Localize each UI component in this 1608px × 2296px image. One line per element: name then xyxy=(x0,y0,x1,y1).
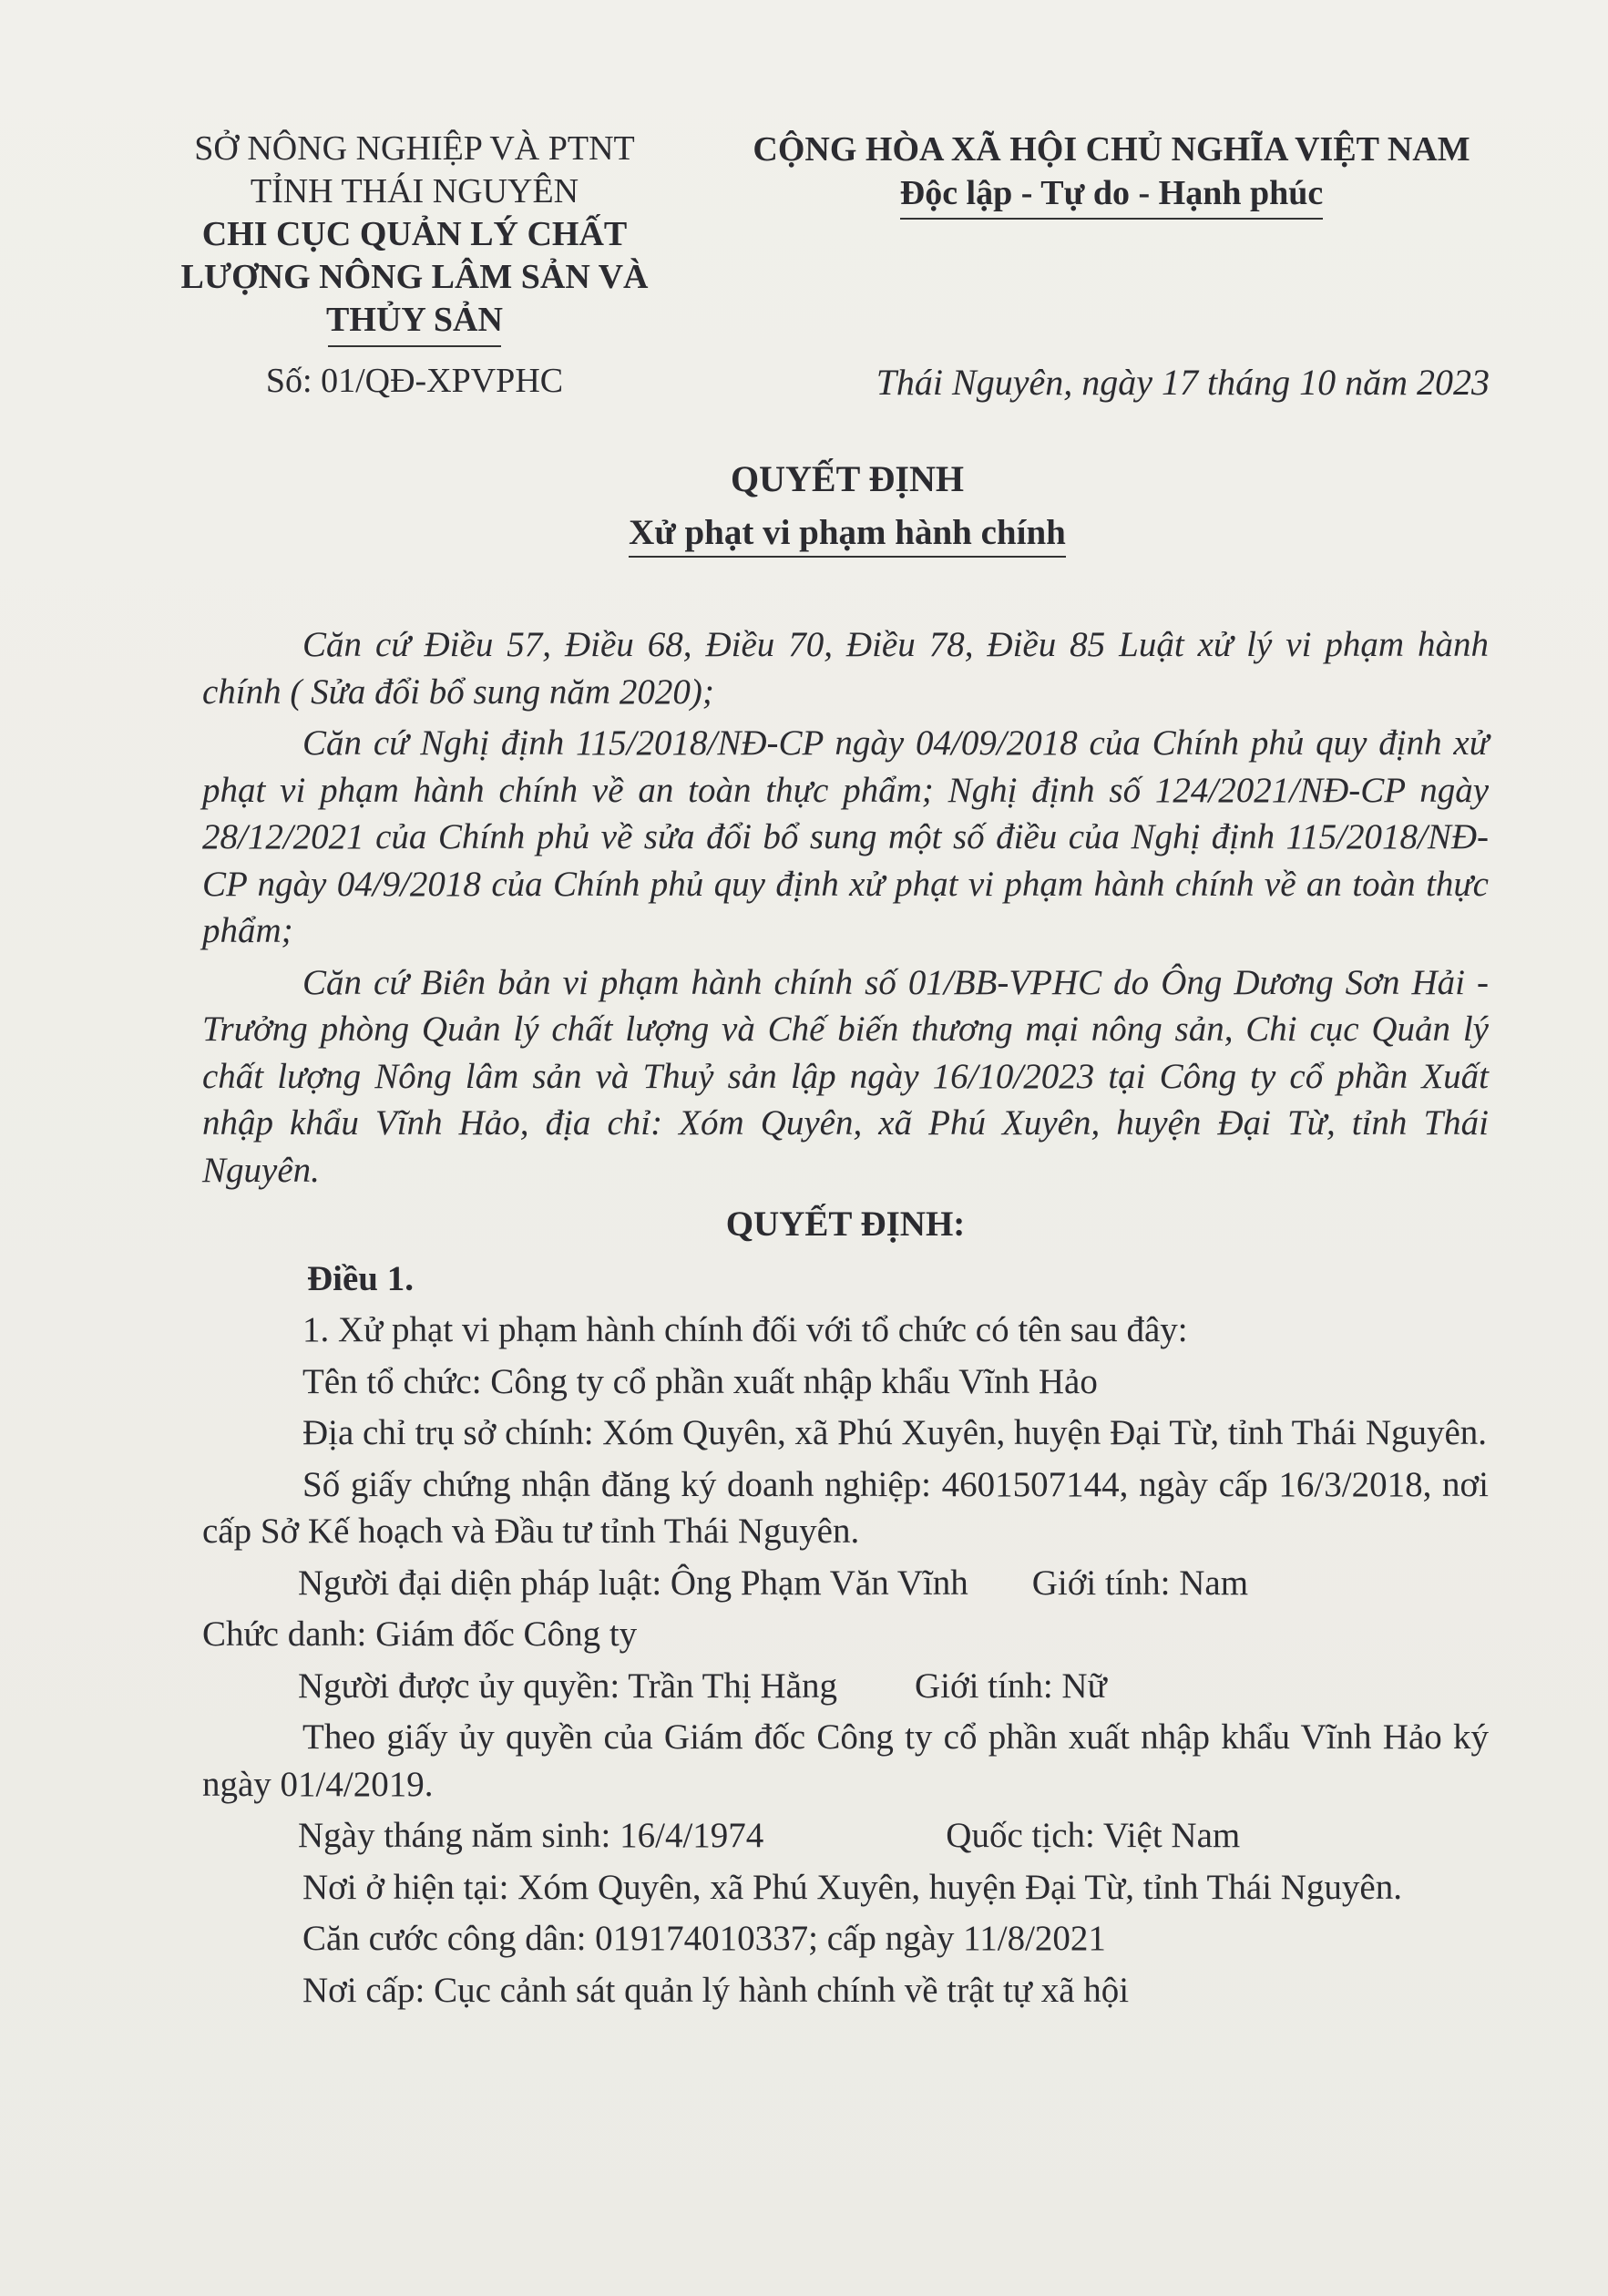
article-item: 1. Xử phạt vi phạm hành chính đối với tổ chức có tên sau đây: xyxy=(302,1310,1188,1349)
national-motto: Độc lập - Tự do - Hạnh phúc xyxy=(900,171,1324,220)
authorized-person-gender: Giới tính: Nữ xyxy=(914,1666,1107,1706)
document-title: QUYẾT ĐỊNH xyxy=(731,458,964,499)
document-subtitle: Xử phạt vi phạm hành chính xyxy=(0,512,1608,553)
preamble-paragraph: Căn cứ Nghị định 115/2018/NĐ-CP ngày 04/09/2018 của Chính phủ quy định xử phạt vi phạm hành chính về an toàn thực phẩm; Nghị định số 124/2021/NĐ-CP ngày 28/12/2021 của Chính phủ về sửa đổi bổ sung một số điều của Nghị định 115/2018/NĐ-CP ngày 04/9/2018 của Chính phủ quy định xử phạt vi phạm hành chính về an toàn thực phẩm; xyxy=(202,723,1489,950)
position: Chức danh: Giám đốc Công ty xyxy=(202,1614,638,1654)
nationality: Quốc tịch: Việt Nam xyxy=(946,1816,1241,1855)
org-name: Tên tổ chức: Công ty cổ phần xuất nhập khẩu Vĩnh Hảo xyxy=(302,1361,1098,1401)
agency-line-3: CHI CỤC QUẢN LÝ CHẤT xyxy=(201,215,628,253)
document-number: Số: 01/QĐ-XPVPHC xyxy=(265,362,564,400)
document-body xyxy=(202,621,1489,2018)
authorization: Theo giấy ủy quyền của Giám đốc Công ty cổ phần xuất nhập khẩu Vĩnh Hảo ký ngày 01/4/2019. xyxy=(202,1717,1489,1804)
agency-underline xyxy=(328,345,501,347)
decision-heading: QUYẾT ĐỊNH: xyxy=(725,1204,966,1244)
id-issued-by: Nơi cấp: Cục cảnh sát quản lý hành chính về trật tự xã hội xyxy=(302,1970,1130,2010)
dob-row xyxy=(202,1812,1489,1860)
agency-line-2: TỈNH THÁI NGUYÊN xyxy=(250,172,579,210)
place-date: Thái Nguyên, ngày 17 tháng 10 năm 2023 xyxy=(876,362,1490,403)
legal-representative-gender: Giới tính: Nam xyxy=(1031,1563,1249,1603)
agency-line-4: LƯỢNG NÔNG LÂM SẢN VÀ xyxy=(180,258,649,296)
residence: Nơi ở hiện tại: Xóm Quyên, xã Phú Xuyên, huyện Đại Từ, tỉnh Thái Nguyên. xyxy=(302,1867,1402,1907)
org-address: Địa chỉ trụ sở chính: Xóm Quyên, xã Phú Xuyên, huyện Đại Từ, tỉnh Thái Nguyên. xyxy=(302,1413,1488,1452)
authorized-person: Người được ủy quyền: Trần Thị Hằng xyxy=(298,1666,837,1706)
agency-line-1: SỞ NÔNG NGHIỆP VÀ PTNT xyxy=(194,129,635,168)
legal-representative: Người đại diện pháp luật: Ông Phạm Văn Vĩnh xyxy=(298,1563,968,1603)
date-of-birth: Ngày tháng năm sinh: 16/4/1974 xyxy=(298,1816,764,1855)
id-card: Căn cước công dân: 019174010337; cấp ngày 11/8/2021 xyxy=(302,1919,1106,1958)
authorized-person-row xyxy=(202,1663,1489,1710)
preamble-paragraph: Căn cứ Biên bản vi phạm hành chính số 01/BB-VPHC do Ông Dương Sơn Hải - Trưởng phòng Quản lý chất lượng và Chế biến thương mại nông sản, Chi cục Quản lý chất lượng Nông lâm sản và Thuỷ sản lập ngày 16/10/2023 tại Công ty cổ phần Xuất nhập khẩu Vĩnh Hảo, địa chỉ: Xóm Quyên, xã Phú Xuyên, huyện Đại Từ, tỉnh Thái Nguyên. xyxy=(202,962,1489,1190)
article-heading: Điều 1. xyxy=(307,1258,414,1298)
agency-line-5: THỦY SẢN xyxy=(326,301,503,339)
legal-representative-row xyxy=(202,1560,1489,1607)
nation-name: CỘNG HÒA XÃ HỘI CHỦ NGHĨA VIỆT NAM xyxy=(753,130,1470,169)
preamble-paragraph: Căn cứ Điều 57, Điều 68, Điều 70, Điều 78, Điều 85 Luật xử lý vi phạm hành chính ( Sửa đổi bổ sung năm 2020); xyxy=(202,625,1489,712)
business-certificate: Số giấy chứng nhận đăng ký doanh nghiệp: 4601507144, ngày cấp 16/3/2018, nơi cấp Sở Kế hoạch và Đầu tư tỉnh Thái Nguyên. xyxy=(202,1464,1489,1551)
national-header xyxy=(720,128,1503,220)
issuing-agency-header xyxy=(159,128,670,347)
